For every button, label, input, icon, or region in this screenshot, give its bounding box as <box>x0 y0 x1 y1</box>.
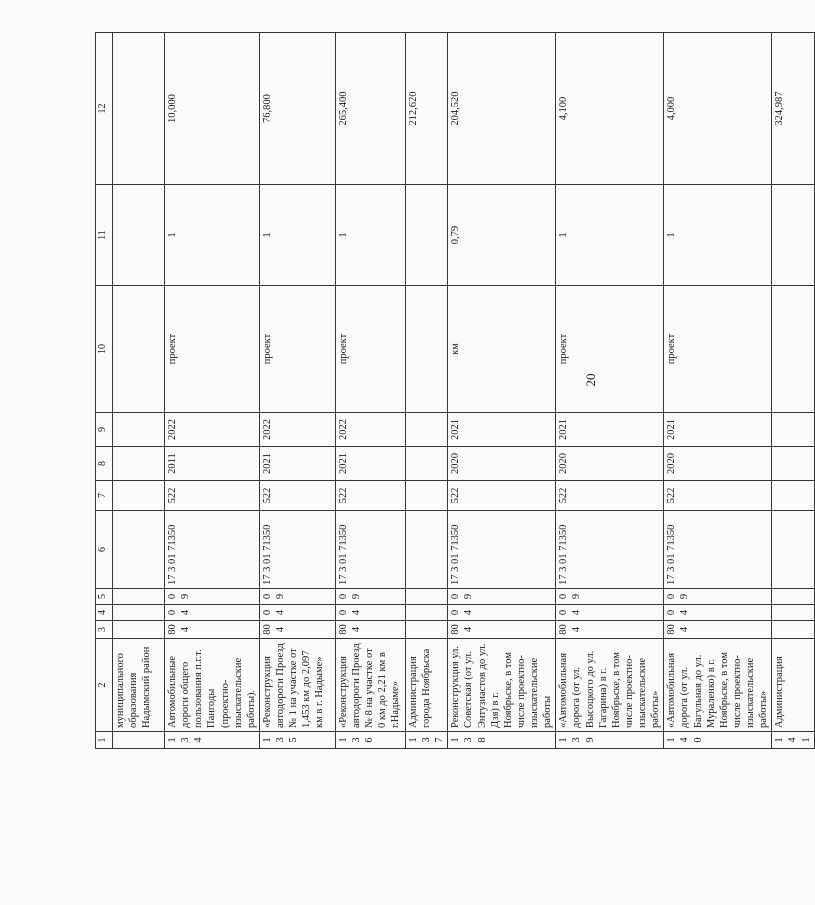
table-cell: 17 3 01 71350 <box>448 511 556 589</box>
table-row <box>165 33 260 749</box>
table-cell: 09 <box>448 589 556 605</box>
table-cell: 324,987 <box>772 33 814 185</box>
table-cell: 522 <box>335 481 405 511</box>
table-cell: 212,620 <box>405 33 447 185</box>
table-cell: 2021 <box>259 447 335 481</box>
table-cell: 1 <box>259 185 335 286</box>
header-cell: 1 <box>96 732 113 749</box>
table-cell: 2021 <box>556 413 664 447</box>
table-cell: 804 <box>556 621 664 639</box>
header-cell: 8 <box>96 447 113 481</box>
table-cell: проект <box>335 286 405 413</box>
table-cell: 04 <box>448 605 556 621</box>
table-cell <box>405 589 447 605</box>
table-cell: км <box>448 286 556 413</box>
table-cell <box>405 621 447 639</box>
table-cell: 17 3 01 71350 <box>165 511 260 589</box>
table-cell <box>113 33 165 185</box>
table-cell <box>113 589 165 605</box>
table-cell: 804 <box>448 621 556 639</box>
header-cell: 5 <box>96 589 113 605</box>
table-cell: проект <box>664 286 772 413</box>
table-cell: «Автомобильная дорога (от ул. Багульная до ул. Мураленко) в г. Ноябрьске, в том числе проектно-изыскательские работы» <box>664 639 772 732</box>
table-cell <box>772 605 814 621</box>
header-cell: 3 <box>96 621 113 639</box>
table-cell <box>405 185 447 286</box>
table-cell: 4,100 <box>556 33 664 185</box>
table-cell: проект <box>165 286 260 413</box>
table-cell: проект <box>259 286 335 413</box>
header-cell: 10 <box>96 286 113 413</box>
data-table <box>95 32 815 749</box>
table-row <box>405 33 447 749</box>
header-cell: 9 <box>96 413 113 447</box>
table-cell: Реконструкция ул. Советская (от ул. Энтузиастов до ул. Дзя) в г. Ноябрьске, в том числе проектно-изыскательские работы <box>448 639 556 732</box>
table-cell: 17 3 01 71350 <box>259 511 335 589</box>
table-cell: «Реконструкция автодороги Проезд № 1 на участке от 1,453 км до 2,097 км в г. Надыме» <box>259 639 335 732</box>
table-cell: 2020 <box>664 447 772 481</box>
table-cell <box>113 413 165 447</box>
table-cell <box>772 413 814 447</box>
table-cell <box>405 286 447 413</box>
table-cell <box>772 286 814 413</box>
header-cell: 6 <box>96 511 113 589</box>
table-row <box>259 33 335 749</box>
table-row <box>448 33 556 749</box>
table-cell: 04 <box>556 605 664 621</box>
table-cell: 138 <box>448 732 556 749</box>
table-cell: муниципального образования Надымский район <box>113 639 165 732</box>
table-cell: 134 <box>165 732 260 749</box>
table-cell <box>405 481 447 511</box>
table-cell <box>113 185 165 286</box>
table-row <box>772 33 814 749</box>
table-cell <box>113 481 165 511</box>
table-cell: 0,79 <box>448 185 556 286</box>
table-cell: 2020 <box>556 447 664 481</box>
table-cell: 4,000 <box>664 33 772 185</box>
table-cell: 17 3 01 71350 <box>335 511 405 589</box>
table-cell <box>772 621 814 639</box>
table-cell: 76,800 <box>259 33 335 185</box>
header-cell: 11 <box>96 185 113 286</box>
table-cell: 804 <box>664 621 772 639</box>
table-cell: 04 <box>664 605 772 621</box>
table-cell: «Автомобильная дорога (от ул. Высоцкого до ул. Гагарина) в г. Ноябрьске, в том числе проектно-изыскательские работы» <box>556 639 664 732</box>
table-cell: 09 <box>556 589 664 605</box>
table-cell: 04 <box>259 605 335 621</box>
table-cell: 2022 <box>259 413 335 447</box>
table-cell: Автомобильные дороги общего пользования п.г.т. Пангоды (проектно-изыскательские работы). <box>165 639 260 732</box>
table-cell <box>772 511 814 589</box>
table-cell: 2021 <box>664 413 772 447</box>
table-cell: 2022 <box>165 413 260 447</box>
table-cell: 10,000 <box>165 33 260 185</box>
table-cell: 522 <box>165 481 260 511</box>
table-cell <box>405 511 447 589</box>
table-cell: 136 <box>335 732 405 749</box>
table-cell: 1 <box>556 185 664 286</box>
table-cell: 1 <box>335 185 405 286</box>
table-cell: 09 <box>259 589 335 605</box>
table-cell <box>113 447 165 481</box>
header-cell: 12 <box>96 33 113 185</box>
table-cell: «Реконструкция автодороги Проезд № 8 на участке от 0 км до 2,21 км в г.Надыме» <box>335 639 405 732</box>
header-cell: 2 <box>96 639 113 732</box>
table-cell: 17 3 01 71350 <box>664 511 772 589</box>
table-cell: 137 <box>405 732 447 749</box>
table-cell: 804 <box>259 621 335 639</box>
table-cell <box>405 447 447 481</box>
table-cell: 2011 <box>165 447 260 481</box>
rotated-table-wrapper <box>95 33 812 749</box>
table-cell: 804 <box>165 621 260 639</box>
table-cell: 2022 <box>335 413 405 447</box>
table-cell <box>405 413 447 447</box>
table-cell <box>772 447 814 481</box>
table-cell: 265,400 <box>335 33 405 185</box>
table-cell <box>405 605 447 621</box>
table-cell: 2020 <box>448 447 556 481</box>
table-cell: 2021 <box>448 413 556 447</box>
table-cell: Администрация <box>772 639 814 732</box>
table-cell: 522 <box>448 481 556 511</box>
header-cell: 7 <box>96 481 113 511</box>
table-cell <box>113 732 165 749</box>
table-cell: 522 <box>664 481 772 511</box>
table-row <box>556 33 664 749</box>
table-cell <box>113 621 165 639</box>
table-cell: 1 <box>664 185 772 286</box>
table-cell <box>113 286 165 413</box>
table-cell: проект <box>556 286 664 413</box>
table-cell: 522 <box>259 481 335 511</box>
table-cell: 804 <box>335 621 405 639</box>
page-number: 20 <box>583 373 598 387</box>
table-cell <box>113 511 165 589</box>
table-cell: 135 <box>259 732 335 749</box>
table-cell: 09 <box>335 589 405 605</box>
table-cell: 09 <box>664 589 772 605</box>
table-cell: 04 <box>335 605 405 621</box>
table-cell: 1 <box>165 185 260 286</box>
table-row <box>664 33 772 749</box>
table-cell: 04 <box>165 605 260 621</box>
table-cell: 139 <box>556 732 664 749</box>
table-cell: 09 <box>165 589 260 605</box>
table-cell <box>772 589 814 605</box>
table-frame <box>95 33 812 749</box>
table-cell <box>772 481 814 511</box>
table-cell <box>113 605 165 621</box>
table-row <box>113 33 165 749</box>
table-cell: Администрация города Ноябрьска <box>405 639 447 732</box>
table-cell: 204,520 <box>448 33 556 185</box>
table-cell: 140 <box>664 732 772 749</box>
table-cell: 522 <box>556 481 664 511</box>
table-row <box>335 33 405 749</box>
table-cell: 141 <box>772 732 814 749</box>
header-row <box>96 33 113 749</box>
header-cell: 4 <box>96 605 113 621</box>
table-cell: 2021 <box>335 447 405 481</box>
table-cell: 17 3 01 71350 <box>556 511 664 589</box>
table-cell <box>772 185 814 286</box>
